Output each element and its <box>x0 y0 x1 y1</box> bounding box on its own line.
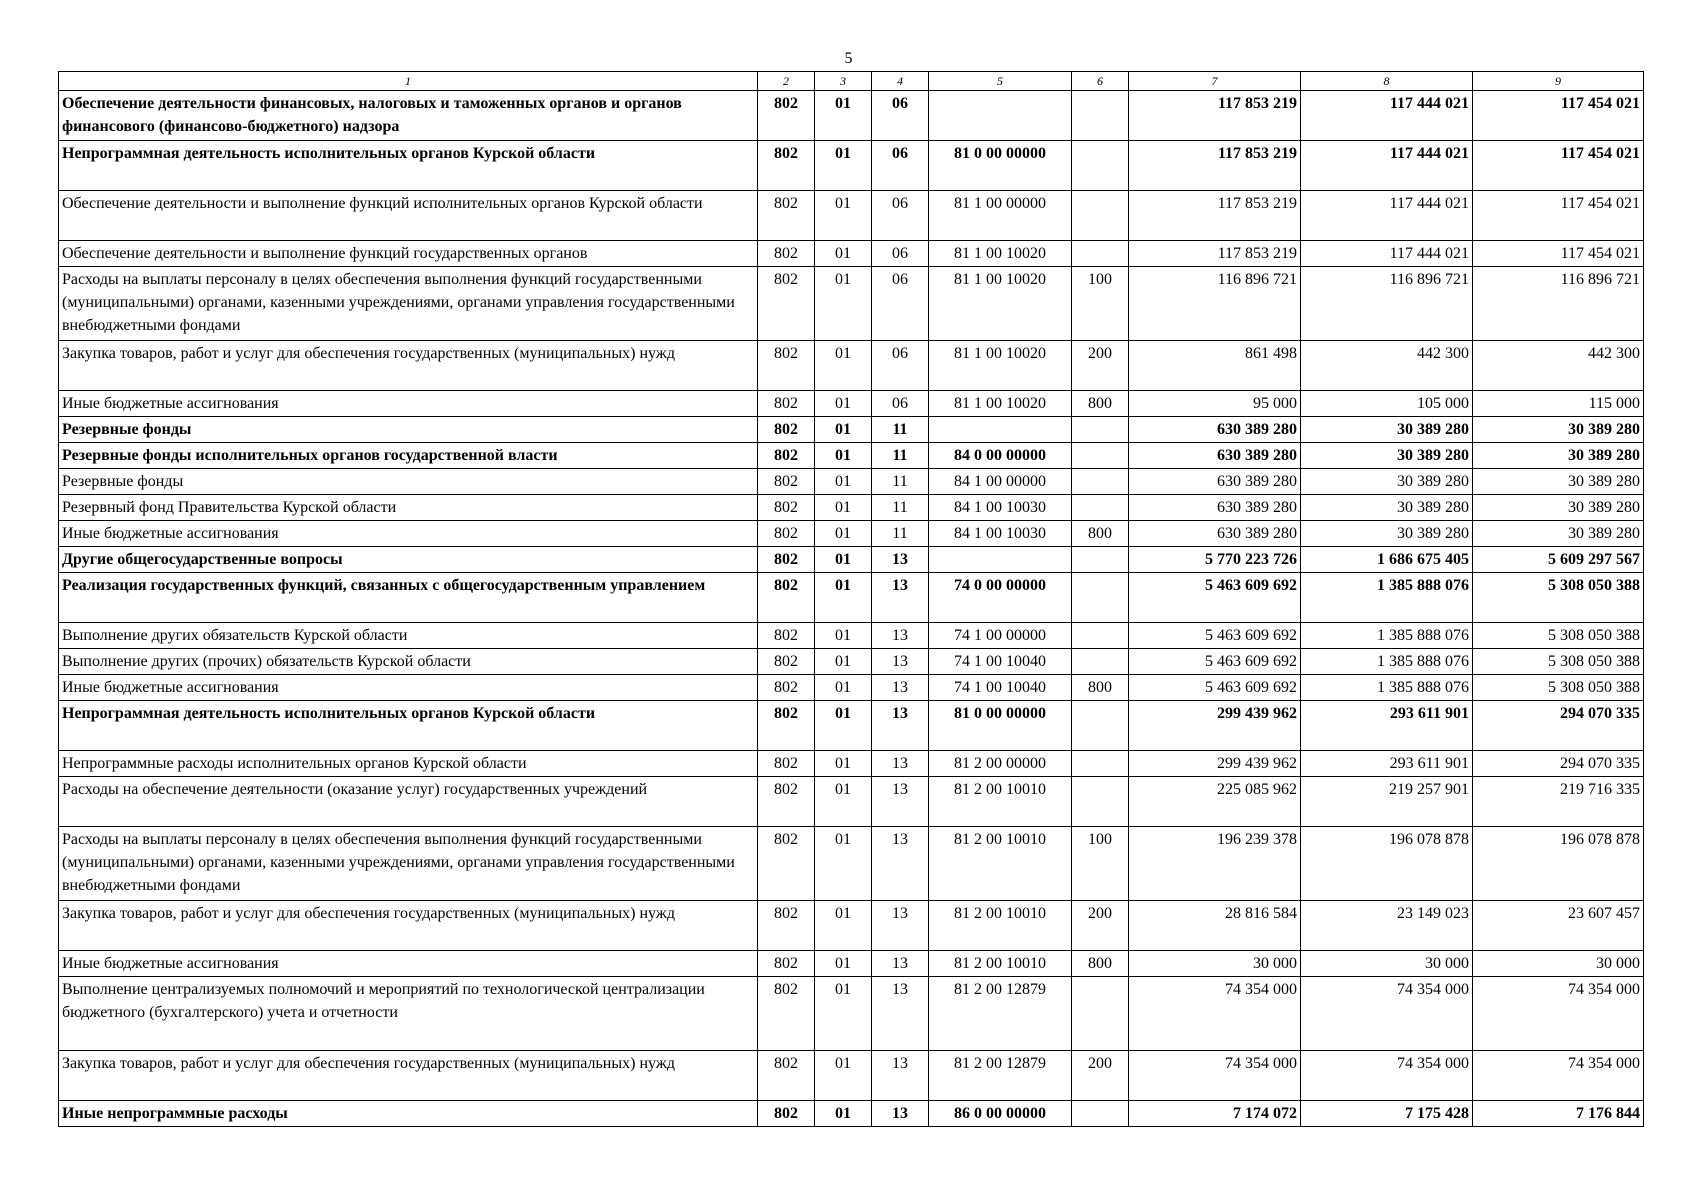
cell-expense-type <box>1072 573 1129 623</box>
row-name: Иные непрограммные расходы <box>59 1101 758 1127</box>
cell-amount-year3: 30 000 <box>1473 951 1644 977</box>
cell-subsection: 13 <box>872 573 929 623</box>
row-name: Непрограммная деятельность исполнительных органов Курской области <box>59 141 758 191</box>
cell-amount-year1: 630 389 280 <box>1129 443 1301 469</box>
row-name: Иные бюджетные ассигнования <box>59 521 758 547</box>
row-name: Обеспечение деятельности и выполнение функций исполнительных органов Курской области <box>59 191 758 241</box>
cell-expense-type <box>1072 191 1129 241</box>
cell-ministry: 802 <box>758 495 815 521</box>
row-name: Закупка товаров, работ и услуг для обеспечения государственных (муниципальных) нужд <box>59 341 758 391</box>
cell-section: 01 <box>815 777 872 827</box>
cell-section: 01 <box>815 191 872 241</box>
cell-section: 01 <box>815 675 872 701</box>
cell-amount-year2: 442 300 <box>1301 341 1473 391</box>
cell-amount-year1: 30 000 <box>1129 951 1301 977</box>
cell-amount-year2: 30 389 280 <box>1301 469 1473 495</box>
cell-subsection: 11 <box>872 469 929 495</box>
cell-ministry: 802 <box>758 951 815 977</box>
column-header: 8 <box>1301 72 1473 91</box>
row-name: Выполнение других обязательств Курской области <box>59 623 758 649</box>
column-header: 3 <box>815 72 872 91</box>
cell-ministry: 802 <box>758 469 815 495</box>
cell-subsection: 11 <box>872 521 929 547</box>
cell-amount-year1: 225 085 962 <box>1129 777 1301 827</box>
column-header: 6 <box>1072 72 1129 91</box>
cell-expense-type <box>1072 777 1129 827</box>
cell-amount-year1: 117 853 219 <box>1129 141 1301 191</box>
cell-section: 01 <box>815 901 872 951</box>
cell-amount-year2: 30 389 280 <box>1301 443 1473 469</box>
cell-amount-year1: 74 354 000 <box>1129 977 1301 1051</box>
cell-expense-type: 800 <box>1072 521 1129 547</box>
cell-amount-year2: 1 385 888 076 <box>1301 623 1473 649</box>
cell-ministry: 802 <box>758 91 815 141</box>
cell-section: 01 <box>815 951 872 977</box>
table-row <box>59 469 1644 495</box>
cell-amount-year1: 117 853 219 <box>1129 241 1301 267</box>
cell-expense-type: 100 <box>1072 827 1129 901</box>
cell-ministry: 802 <box>758 675 815 701</box>
cell-amount-year3: 5 308 050 388 <box>1473 573 1644 623</box>
cell-ministry: 802 <box>758 141 815 191</box>
row-name: Выполнение других (прочих) обязательств Курской области <box>59 649 758 675</box>
cell-amount-year3: 294 070 335 <box>1473 751 1644 777</box>
cell-amount-year2: 7 175 428 <box>1301 1101 1473 1127</box>
cell-subsection: 11 <box>872 417 929 443</box>
row-name: Непрограммные расходы исполнительных органов Курской области <box>59 751 758 777</box>
cell-target-article: 81 2 00 00000 <box>929 751 1072 777</box>
cell-amount-year3: 116 896 721 <box>1473 267 1644 341</box>
cell-amount-year2: 1 385 888 076 <box>1301 675 1473 701</box>
cell-expense-type: 100 <box>1072 267 1129 341</box>
cell-amount-year3: 219 716 335 <box>1473 777 1644 827</box>
cell-amount-year3: 30 389 280 <box>1473 443 1644 469</box>
cell-ministry: 802 <box>758 521 815 547</box>
table-row <box>59 267 1644 341</box>
row-name: Непрограммная деятельность исполнительных органов Курской области <box>59 701 758 751</box>
cell-ministry: 802 <box>758 341 815 391</box>
budget-table <box>58 71 1644 1127</box>
cell-expense-type <box>1072 417 1129 443</box>
cell-amount-year1: 5 770 223 726 <box>1129 547 1301 573</box>
cell-section: 01 <box>815 521 872 547</box>
row-name: Резервный фонд Правительства Курской области <box>59 495 758 521</box>
cell-subsection: 13 <box>872 1101 929 1127</box>
cell-amount-year3: 74 354 000 <box>1473 1051 1644 1101</box>
cell-section: 01 <box>815 469 872 495</box>
cell-target-article: 74 1 00 10040 <box>929 675 1072 701</box>
cell-expense-type: 200 <box>1072 1051 1129 1101</box>
table-row <box>59 1101 1644 1127</box>
row-name: Обеспечение деятельности финансовых, налоговых и таможенных органов и органов финансового (финансово-бюджетного) надзора <box>59 91 758 141</box>
cell-expense-type <box>1072 701 1129 751</box>
cell-amount-year2: 117 444 021 <box>1301 141 1473 191</box>
cell-amount-year3: 5 308 050 388 <box>1473 623 1644 649</box>
cell-ministry: 802 <box>758 701 815 751</box>
cell-subsection: 06 <box>872 141 929 191</box>
cell-amount-year1: 7 174 072 <box>1129 1101 1301 1127</box>
cell-amount-year3: 117 454 021 <box>1473 91 1644 141</box>
cell-target-article: 81 1 00 10020 <box>929 241 1072 267</box>
cell-subsection: 06 <box>872 341 929 391</box>
row-name: Иные бюджетные ассигнования <box>59 675 758 701</box>
cell-amount-year1: 117 853 219 <box>1129 91 1301 141</box>
cell-expense-type <box>1072 977 1129 1051</box>
cell-ministry: 802 <box>758 391 815 417</box>
cell-amount-year3: 117 454 021 <box>1473 191 1644 241</box>
cell-target-article: 81 1 00 10020 <box>929 341 1072 391</box>
row-name: Иные бюджетные ассигнования <box>59 391 758 417</box>
cell-amount-year3: 196 078 878 <box>1473 827 1644 901</box>
cell-amount-year2: 74 354 000 <box>1301 1051 1473 1101</box>
cell-expense-type: 800 <box>1072 675 1129 701</box>
cell-section: 01 <box>815 341 872 391</box>
cell-amount-year3: 442 300 <box>1473 341 1644 391</box>
cell-amount-year3: 117 454 021 <box>1473 241 1644 267</box>
cell-amount-year2: 219 257 901 <box>1301 777 1473 827</box>
row-name: Реализация государственных функций, связанных с общегосударственным управлением <box>59 573 758 623</box>
cell-amount-year2: 117 444 021 <box>1301 241 1473 267</box>
cell-target-article: 81 2 00 10010 <box>929 777 1072 827</box>
cell-subsection: 13 <box>872 623 929 649</box>
cell-amount-year2: 30 389 280 <box>1301 495 1473 521</box>
cell-ministry: 802 <box>758 901 815 951</box>
cell-amount-year2: 105 000 <box>1301 391 1473 417</box>
cell-amount-year3: 5 308 050 388 <box>1473 649 1644 675</box>
cell-subsection: 13 <box>872 827 929 901</box>
cell-target-article <box>929 417 1072 443</box>
cell-ministry: 802 <box>758 443 815 469</box>
cell-amount-year3: 30 389 280 <box>1473 521 1644 547</box>
table-row <box>59 649 1644 675</box>
column-header: 5 <box>929 72 1072 91</box>
cell-amount-year2: 30 389 280 <box>1301 417 1473 443</box>
cell-expense-type <box>1072 623 1129 649</box>
cell-section: 01 <box>815 417 872 443</box>
cell-target-article: 84 1 00 00000 <box>929 469 1072 495</box>
cell-amount-year3: 30 389 280 <box>1473 469 1644 495</box>
cell-amount-year2: 1 385 888 076 <box>1301 573 1473 623</box>
cell-section: 01 <box>815 241 872 267</box>
cell-subsection: 13 <box>872 649 929 675</box>
table-row <box>59 623 1644 649</box>
cell-expense-type: 200 <box>1072 901 1129 951</box>
cell-section: 01 <box>815 141 872 191</box>
cell-subsection: 06 <box>872 191 929 241</box>
cell-amount-year2: 1 686 675 405 <box>1301 547 1473 573</box>
row-name: Резервные фонды исполнительных органов государственной власти <box>59 443 758 469</box>
row-name: Закупка товаров, работ и услуг для обеспечения государственных (муниципальных) нужд <box>59 1051 758 1101</box>
cell-expense-type: 800 <box>1072 391 1129 417</box>
cell-target-article: 81 1 00 10020 <box>929 267 1072 341</box>
cell-amount-year1: 95 000 <box>1129 391 1301 417</box>
cell-amount-year1: 28 816 584 <box>1129 901 1301 951</box>
row-name: Расходы на выплаты персоналу в целях обеспечения выполнения функций государственными (муниципальными) органами, казенными учреждениями, органами управления государственными внебюджетными фондами <box>59 827 758 901</box>
cell-section: 01 <box>815 827 872 901</box>
cell-subsection: 06 <box>872 267 929 341</box>
cell-section: 01 <box>815 649 872 675</box>
cell-ministry: 802 <box>758 267 815 341</box>
cell-target-article: 74 0 00 00000 <box>929 573 1072 623</box>
cell-amount-year3: 74 354 000 <box>1473 977 1644 1051</box>
cell-ministry: 802 <box>758 777 815 827</box>
cell-expense-type <box>1072 469 1129 495</box>
cell-expense-type <box>1072 547 1129 573</box>
cell-subsection: 11 <box>872 495 929 521</box>
cell-amount-year3: 30 389 280 <box>1473 417 1644 443</box>
row-name: Иные бюджетные ассигнования <box>59 951 758 977</box>
cell-subsection: 06 <box>872 391 929 417</box>
cell-amount-year1: 630 389 280 <box>1129 469 1301 495</box>
cell-ministry: 802 <box>758 751 815 777</box>
table-row <box>59 417 1644 443</box>
cell-subsection: 06 <box>872 91 929 141</box>
table-row <box>59 1051 1644 1101</box>
table-row <box>59 701 1644 751</box>
column-header: 2 <box>758 72 815 91</box>
page-number: 5 <box>844 50 853 67</box>
cell-section: 01 <box>815 1051 872 1101</box>
cell-target-article: 81 2 00 10010 <box>929 951 1072 977</box>
cell-subsection: 13 <box>872 777 929 827</box>
cell-target-article: 86 0 00 00000 <box>929 1101 1072 1127</box>
cell-target-article <box>929 91 1072 141</box>
cell-amount-year1: 5 463 609 692 <box>1129 573 1301 623</box>
row-name: Другие общегосударственные вопросы <box>59 547 758 573</box>
cell-expense-type: 200 <box>1072 341 1129 391</box>
cell-subsection: 13 <box>872 977 929 1051</box>
cell-amount-year2: 30 389 280 <box>1301 521 1473 547</box>
cell-ministry: 802 <box>758 573 815 623</box>
cell-amount-year2: 196 078 878 <box>1301 827 1473 901</box>
row-name: Расходы на обеспечение деятельности (оказание услуг) государственных учреждений <box>59 777 758 827</box>
cell-target-article: 84 1 00 10030 <box>929 495 1072 521</box>
cell-expense-type <box>1072 443 1129 469</box>
table-row <box>59 391 1644 417</box>
cell-ministry: 802 <box>758 649 815 675</box>
cell-amount-year1: 630 389 280 <box>1129 417 1301 443</box>
cell-amount-year3: 5 609 297 567 <box>1473 547 1644 573</box>
cell-amount-year3: 115 000 <box>1473 391 1644 417</box>
table-row <box>59 951 1644 977</box>
cell-amount-year1: 299 439 962 <box>1129 751 1301 777</box>
cell-amount-year3: 23 607 457 <box>1473 901 1644 951</box>
cell-section: 01 <box>815 701 872 751</box>
cell-ministry: 802 <box>758 1101 815 1127</box>
table-row <box>59 547 1644 573</box>
table-row <box>59 675 1644 701</box>
table-row <box>59 777 1644 827</box>
row-name: Закупка товаров, работ и услуг для обеспечения государственных (муниципальных) нужд <box>59 901 758 951</box>
cell-section: 01 <box>815 751 872 777</box>
row-name: Обеспечение деятельности и выполнение функций государственных органов <box>59 241 758 267</box>
table-body <box>59 72 1644 1127</box>
cell-amount-year2: 293 611 901 <box>1301 751 1473 777</box>
cell-ministry: 802 <box>758 547 815 573</box>
cell-amount-year1: 74 354 000 <box>1129 1051 1301 1101</box>
cell-target-article: 81 1 00 00000 <box>929 191 1072 241</box>
cell-ministry: 802 <box>758 1051 815 1101</box>
cell-expense-type <box>1072 751 1129 777</box>
cell-target-article: 81 0 00 00000 <box>929 701 1072 751</box>
cell-section: 01 <box>815 1101 872 1127</box>
cell-subsection: 06 <box>872 241 929 267</box>
cell-amount-year3: 294 070 335 <box>1473 701 1644 751</box>
cell-section: 01 <box>815 267 872 341</box>
cell-expense-type <box>1072 241 1129 267</box>
cell-expense-type <box>1072 141 1129 191</box>
cell-expense-type <box>1072 1101 1129 1127</box>
cell-ministry: 802 <box>758 827 815 901</box>
table-row <box>59 191 1644 241</box>
cell-section: 01 <box>815 391 872 417</box>
cell-section: 01 <box>815 495 872 521</box>
cell-ministry: 802 <box>758 191 815 241</box>
cell-amount-year1: 5 463 609 692 <box>1129 675 1301 701</box>
cell-amount-year2: 117 444 021 <box>1301 191 1473 241</box>
table-row <box>59 521 1644 547</box>
cell-target-article: 81 2 00 12879 <box>929 1051 1072 1101</box>
cell-section: 01 <box>815 443 872 469</box>
cell-section: 01 <box>815 91 872 141</box>
cell-section: 01 <box>815 573 872 623</box>
column-number-row <box>59 72 1644 91</box>
row-name: Расходы на выплаты персоналу в целях обеспечения выполнения функций государственными (муниципальными) органами, казенными учреждениями, органами управления государственными внебюджетными фондами <box>59 267 758 341</box>
cell-target-article: 81 1 00 10020 <box>929 391 1072 417</box>
cell-amount-year1: 5 463 609 692 <box>1129 623 1301 649</box>
cell-section: 01 <box>815 623 872 649</box>
cell-amount-year1: 116 896 721 <box>1129 267 1301 341</box>
table-row <box>59 241 1644 267</box>
cell-section: 01 <box>815 977 872 1051</box>
cell-amount-year3: 7 176 844 <box>1473 1101 1644 1127</box>
cell-subsection: 13 <box>872 1051 929 1101</box>
cell-expense-type <box>1072 649 1129 675</box>
cell-amount-year2: 293 611 901 <box>1301 701 1473 751</box>
cell-subsection: 13 <box>872 751 929 777</box>
cell-target-article: 74 1 00 00000 <box>929 623 1072 649</box>
cell-amount-year1: 196 239 378 <box>1129 827 1301 901</box>
cell-amount-year3: 30 389 280 <box>1473 495 1644 521</box>
cell-subsection: 13 <box>872 701 929 751</box>
cell-amount-year1: 630 389 280 <box>1129 521 1301 547</box>
cell-subsection: 13 <box>872 901 929 951</box>
cell-amount-year3: 5 308 050 388 <box>1473 675 1644 701</box>
cell-target-article: 81 2 00 10010 <box>929 901 1072 951</box>
table-row <box>59 827 1644 901</box>
cell-amount-year2: 30 000 <box>1301 951 1473 977</box>
column-header: 9 <box>1473 72 1644 91</box>
cell-target-article: 84 1 00 10030 <box>929 521 1072 547</box>
table-row <box>59 141 1644 191</box>
column-header: 4 <box>872 72 929 91</box>
column-header: 1 <box>59 72 758 91</box>
cell-subsection: 13 <box>872 951 929 977</box>
row-name: Резервные фонды <box>59 417 758 443</box>
cell-subsection: 13 <box>872 675 929 701</box>
cell-amount-year1: 117 853 219 <box>1129 191 1301 241</box>
cell-amount-year1: 5 463 609 692 <box>1129 649 1301 675</box>
cell-ministry: 802 <box>758 417 815 443</box>
cell-expense-type <box>1072 91 1129 141</box>
table-row <box>59 341 1644 391</box>
table-row <box>59 901 1644 951</box>
cell-target-article <box>929 547 1072 573</box>
cell-expense-type: 800 <box>1072 951 1129 977</box>
cell-section: 01 <box>815 547 872 573</box>
table-row <box>59 495 1644 521</box>
cell-subsection: 11 <box>872 443 929 469</box>
row-name: Выполнение централизуемых полномочий и мероприятий по технологической централизации бюджетного (бухгалтерского) учета и отчетности <box>59 977 758 1051</box>
cell-ministry: 802 <box>758 623 815 649</box>
cell-target-article: 81 2 00 12879 <box>929 977 1072 1051</box>
cell-target-article: 81 0 00 00000 <box>929 141 1072 191</box>
table-row <box>59 91 1644 141</box>
cell-amount-year1: 861 498 <box>1129 341 1301 391</box>
cell-expense-type <box>1072 495 1129 521</box>
cell-target-article: 81 2 00 10010 <box>929 827 1072 901</box>
table-row <box>59 573 1644 623</box>
cell-amount-year2: 117 444 021 <box>1301 91 1473 141</box>
cell-ministry: 802 <box>758 977 815 1051</box>
table-row <box>59 443 1644 469</box>
cell-ministry: 802 <box>758 241 815 267</box>
column-header: 7 <box>1129 72 1301 91</box>
cell-amount-year2: 74 354 000 <box>1301 977 1473 1051</box>
cell-amount-year2: 1 385 888 076 <box>1301 649 1473 675</box>
cell-amount-year2: 23 149 023 <box>1301 901 1473 951</box>
cell-amount-year2: 116 896 721 <box>1301 267 1473 341</box>
row-name: Резервные фонды <box>59 469 758 495</box>
cell-amount-year1: 299 439 962 <box>1129 701 1301 751</box>
cell-amount-year3: 117 454 021 <box>1473 141 1644 191</box>
cell-subsection: 13 <box>872 547 929 573</box>
cell-amount-year1: 630 389 280 <box>1129 495 1301 521</box>
table-row <box>59 751 1644 777</box>
cell-target-article: 74 1 00 10040 <box>929 649 1072 675</box>
cell-target-article: 84 0 00 00000 <box>929 443 1072 469</box>
table-row <box>59 977 1644 1051</box>
